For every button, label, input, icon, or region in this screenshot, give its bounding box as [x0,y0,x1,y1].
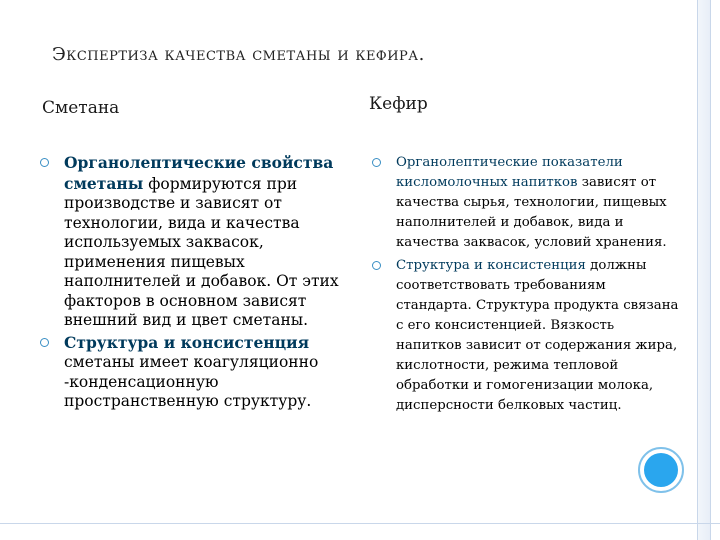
ring-bullet-icon [40,338,49,347]
slide-title-text: Экспертиза качества сметаны и кефира [52,44,419,65]
left-column-heading: Сметана [42,98,120,118]
slide-frame-bottom [0,523,720,524]
decorative-circle-icon [638,447,684,493]
slide-title-dot: . [418,44,425,65]
ring-bullet-icon [372,158,381,167]
slide-title [52,44,425,65]
bullet-emphasis: Структура и консистенция [396,258,586,273]
bullet-emphasis: Органолептические свойства сметаны [64,153,334,193]
left-bullet-item [40,333,350,412]
bullet-text: формируются при производстве и зависят от технологии, вида и качества используемых заквасок, применения пищевых наполнителей и добавок. От этих факторов в основном зависят внешний вид и цвет сметаны. [64,174,339,329]
bullet-text: сметаны имеет коагуляционно -конденсационную пространственную структуру. [64,353,319,410]
bullet-text: должны соответствовать требованиям стандарта. Структура продукта связана с его консистенцией. Вязкость напитков зависит от содержания жира, кислотности, режима тепловой обработки и гомогенизации молока, дисперсности белковых частиц. [396,258,679,413]
decorative-circle-fill [644,453,678,487]
bullet-emphasis: Структура и консистенция [64,332,310,352]
left-bullet-item [40,153,350,331]
right-bullet-item [372,256,682,416]
ring-bullet-icon [372,261,381,270]
right-bullet-list [372,153,682,416]
bullet-emphasis: Органолептические показатели кисломолочных напитков [396,155,623,190]
bullet-text: зависят от качества сырья, технологии, пищевых наполнителей и добавок, вида и качества заквасок, условий хранения. [396,175,667,250]
slide-frame-right [697,0,711,540]
right-bullet-item [372,153,682,253]
right-column-heading: Кефир [369,94,428,114]
left-bullet-list [40,153,350,412]
ring-bullet-icon [40,158,49,167]
